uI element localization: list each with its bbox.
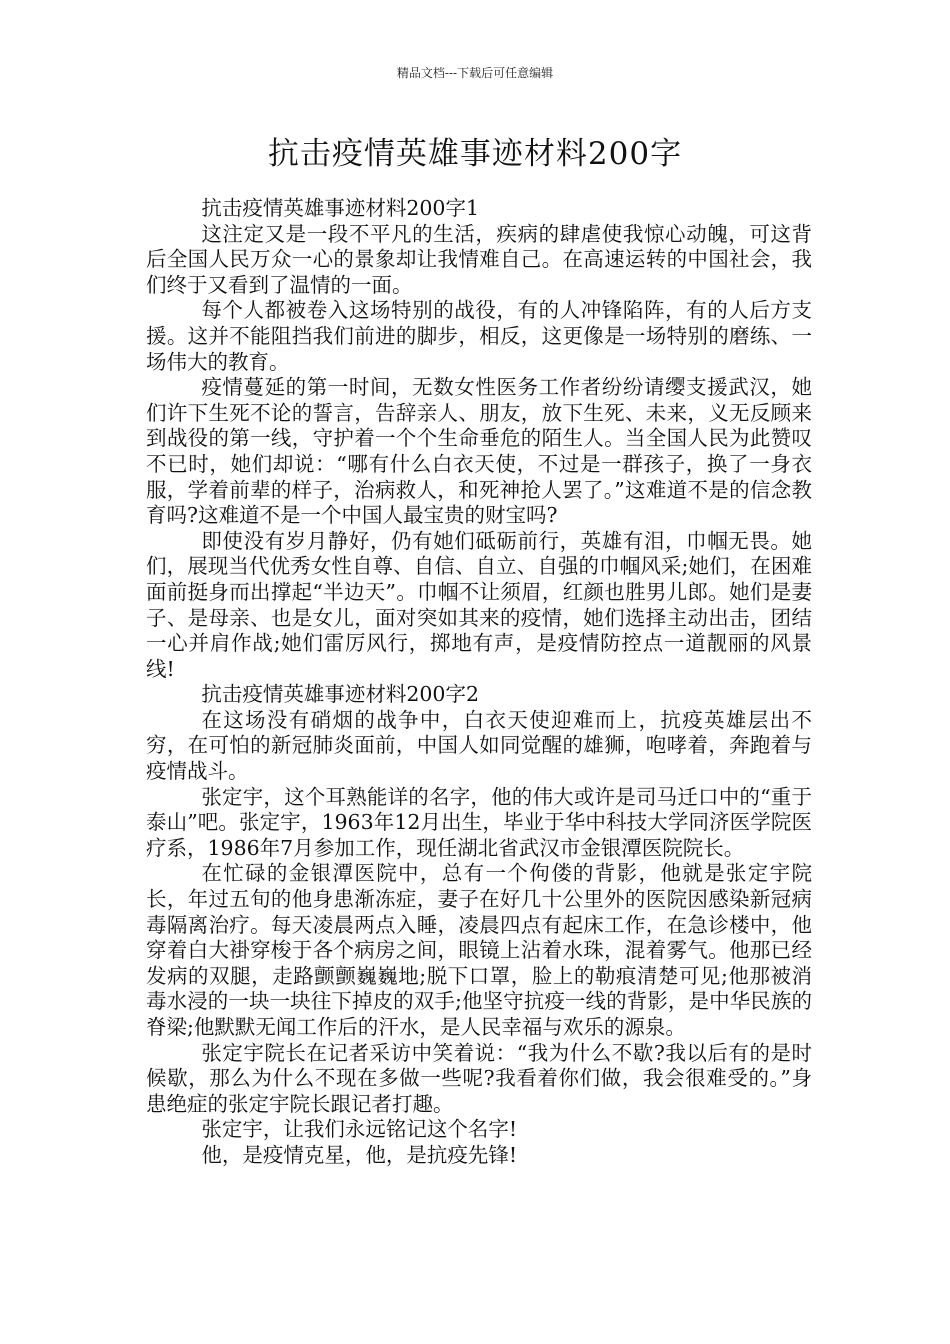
document-title: 抗击疫情英雄事迹材料200字	[267, 136, 683, 172]
paragraph: 在这场没有硝烟的战争中，白衣天使迎难而上，抗疫英雄层出不穷，在可怕的新冠肺炎面前，中国人如同觉醒的雄狮，咆哮着，奔跑着与疫情战斗。	[146, 707, 812, 784]
paragraph: 张定宇，这个耳熟能详的名字，他的伟大或许是司马迁口中的“重于泰山”吧。张定宇，1963年12月出生，毕业于华中科技大学同济医学院医疗系，1986年7月参加工作，现任湖北省武汉市金银潭医院院长。	[146, 784, 812, 860]
paragraph: 张定宇院长在记者采访中笑着说：“我为什么不歇?我以后有的是时候歇，那么为什么不现在多做一些呢?我看着你们做，我会很难受的。”身患绝症的张定宇院长跟记者打趣。	[146, 1040, 812, 1116]
paragraph: 这注定又是一段不平凡的生活，疾病的肆虐使我惊心动魄，可这背后全国人民万众一心的景象却让我情难自己。在高速运转的中国社会，我们终于又看到了温情的一面。	[146, 221, 812, 297]
paragraph: 即使没有岁月静好，仍有她们砥砺前行，英雄有泪，巾帼无畏。她们，展现当代优秀女性自尊、自信、自立、自强的巾帼风采;她们，在困难面前挺身而出撑起“半边天”。巾帼不让须眉，红颜也胜男儿郎。她们是妻子、是母亲、也是女儿，面对突如其来的疫情，她们选择主动出击，团结一心并肩作战;她们雷厉风行，掷地有声，是疫情防控点一道靓丽的风景线!	[146, 528, 812, 681]
paragraph: 他，是疫情克星，他，是抗疫先锋!	[201, 1142, 518, 1167]
paragraph: 每个人都被卷入这场特别的战役，有的人冲锋陷阵，有的人后方支援。这并不能阻挡我们前进的脚步，相反，这更像是一场特别的磨练、一场伟大的教育。	[146, 298, 812, 374]
paragraph: 疫情蔓延的第一时间，无数女性医务工作者纷纷请缨支援武汉，她们许下生死不论的誓言，告辞亲人、朋友，放下生死、未来，义无反顾来到战役的第一线，守护着一个个生命垂危的陌生人。当全国人民为此赞叹不已时，她们却说：“哪有什么白衣天使，不过是一群孩子，换了一身衣服，学着前辈的样子，治病救人，和死神抢人罢了。”这难道不是的信念教育吗?这难道不是一个中国人最宝贵的财宝吗?	[146, 375, 812, 528]
section-heading-2: 抗击疫情英雄事迹材料200字2	[201, 682, 480, 707]
section-heading-1: 抗击疫情英雄事迹材料200字1	[201, 196, 480, 220]
document-body	[146, 196, 812, 1169]
paragraph: 张定宇，让我们永远铭记这个名字!	[201, 1117, 518, 1142]
page-header: 精品文档---下载后可任意编辑	[396, 66, 554, 80]
paragraph: 在忙碌的金银潭医院中，总有一个佝偻的背影，他就是张定宇院长，年过五旬的他身患渐冻症，妻子在好几十公里外的医院因感染新冠病毒隔离治疗。每天凌晨两点入睡，凌晨四点有起床工作，在急诊楼中，他穿着白大褂穿梭于各个病房之间，眼镜上沾着水珠，混着雾气。他那已经发病的双腿，走路颤颤巍巍地;脱下口罩，脸上的勒痕清楚可见;他那被消毒水浸的一块一块往下掉皮的双手;他坚守抗疫一线的背影，是中华民族的脊梁;他默默无闻工作后的汗水，是人民幸福与欢乐的源泉。	[146, 861, 812, 1039]
